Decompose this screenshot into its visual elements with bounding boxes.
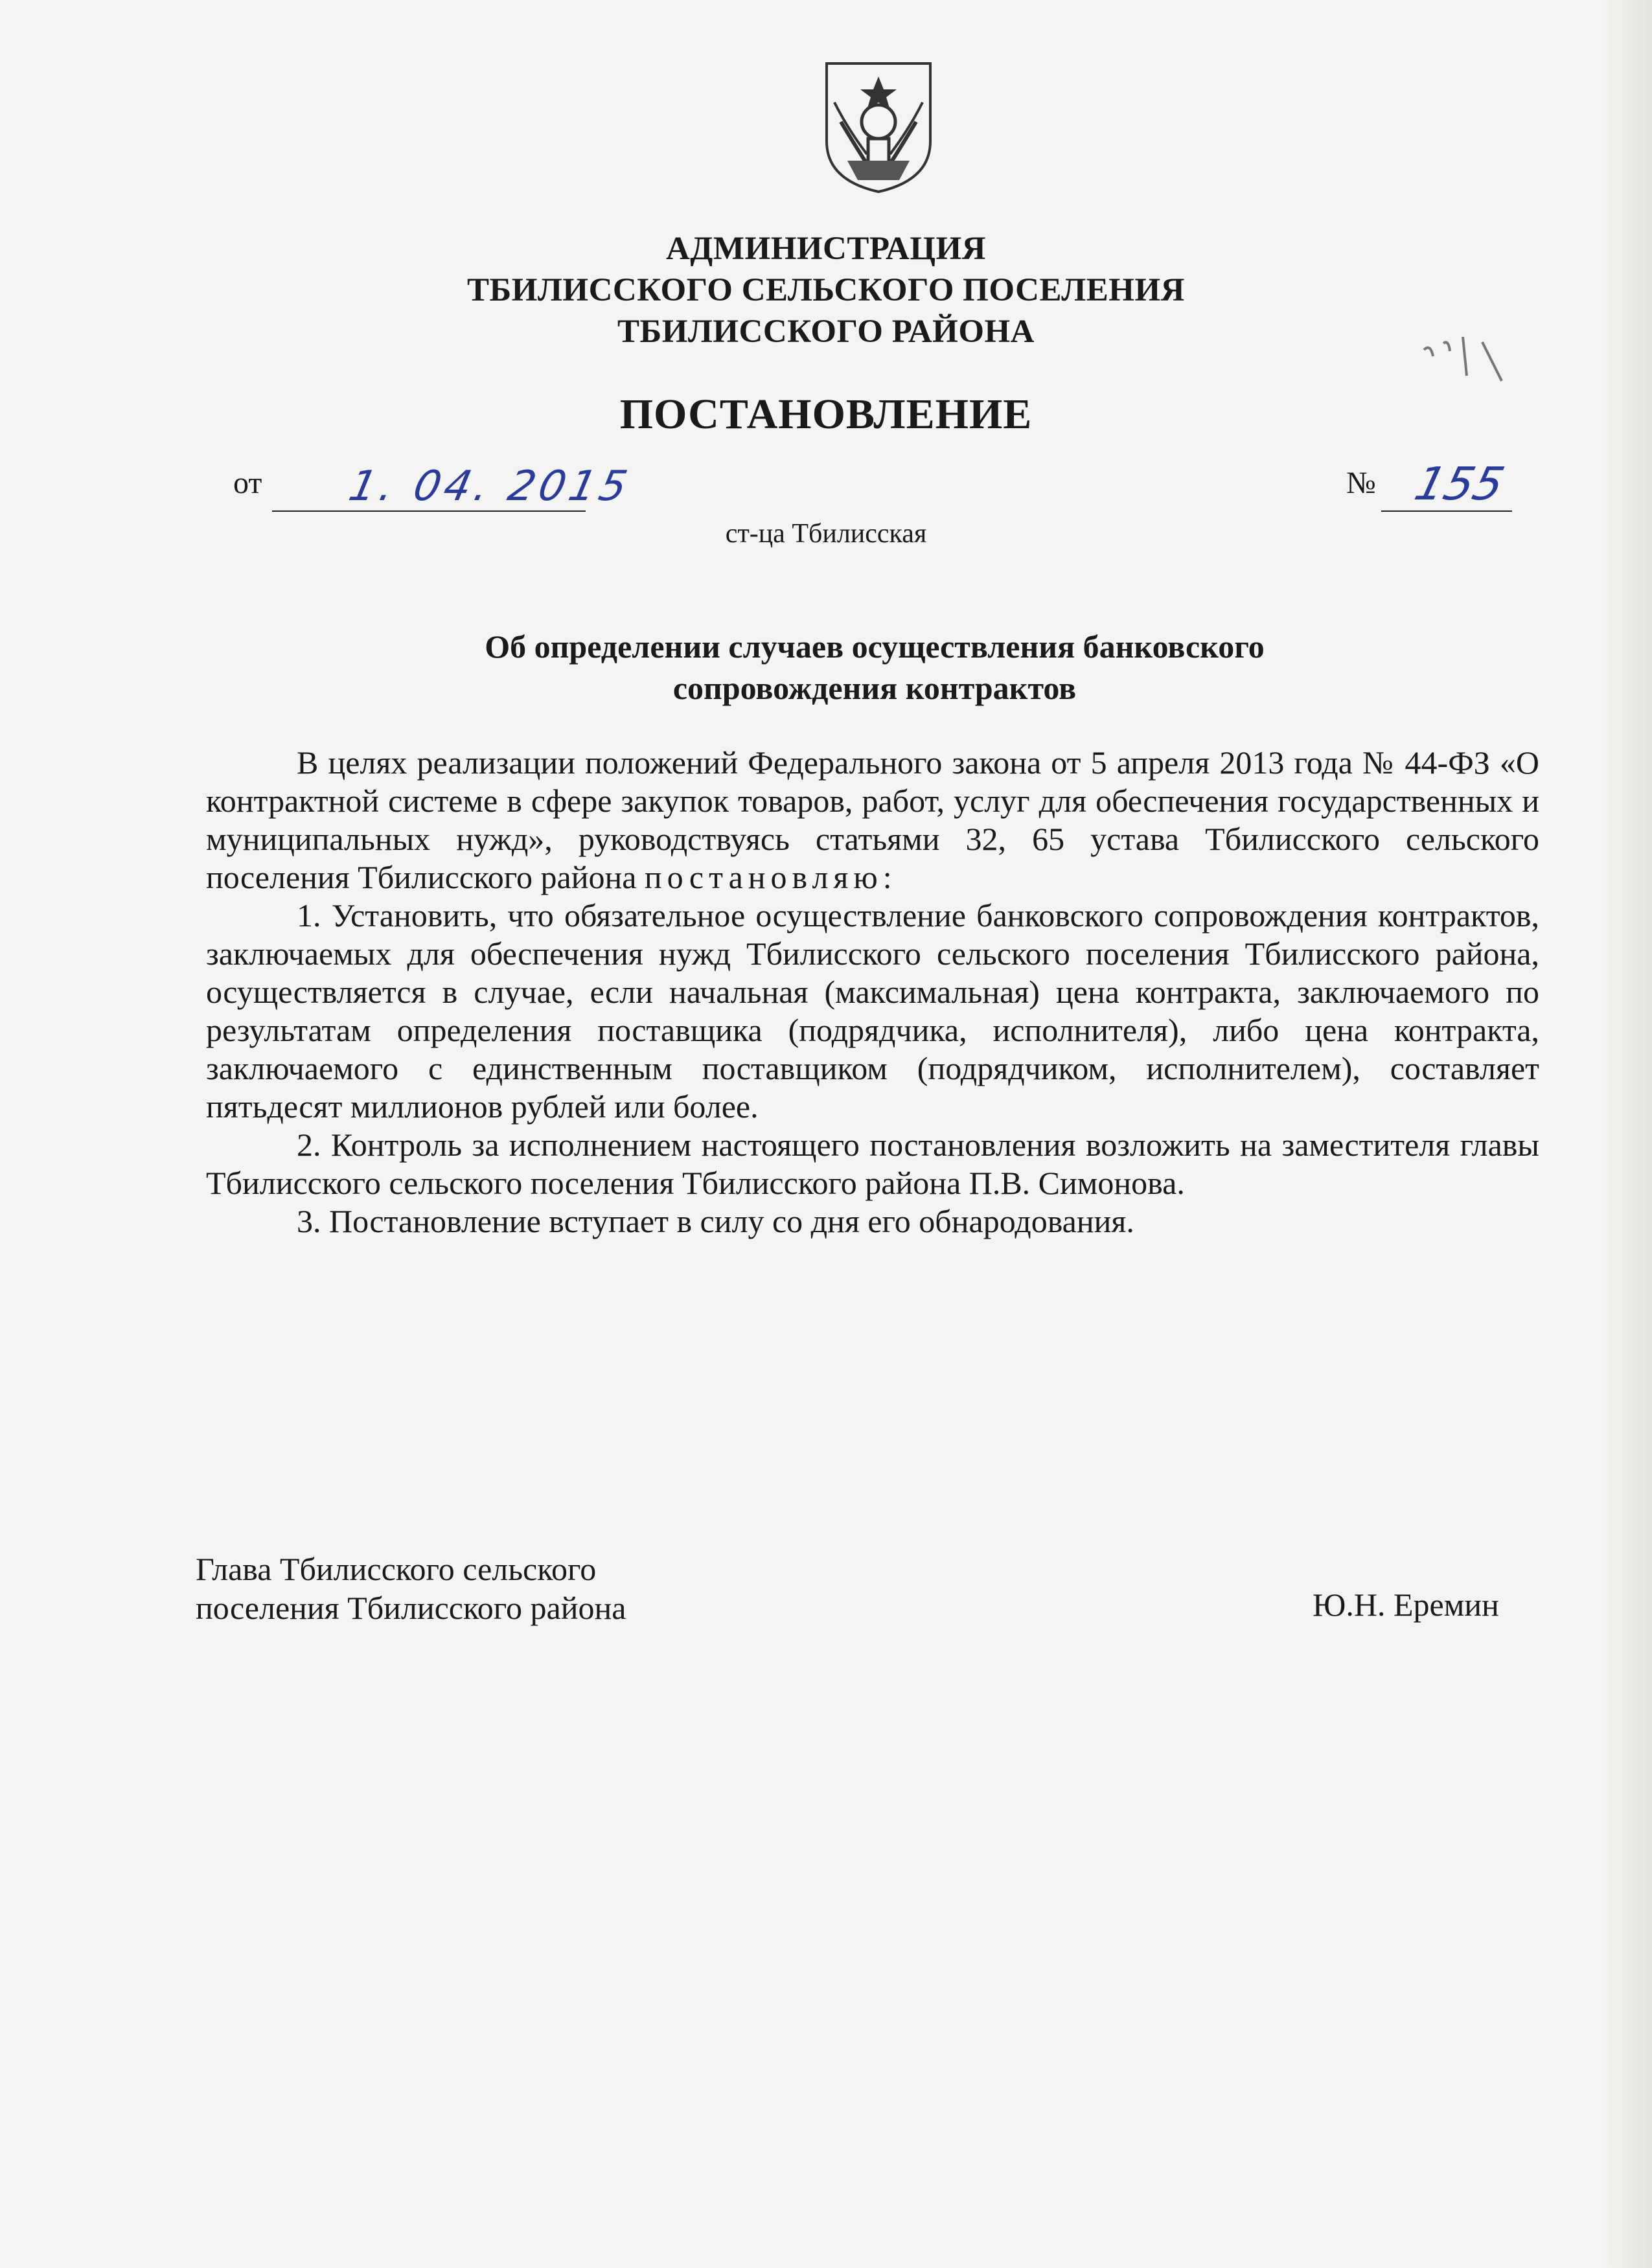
point-3: 3. Постановление вступает в силу со дня его обнародования. [297, 1203, 1134, 1239]
coat-of-arms-emblem [821, 57, 935, 194]
point-2: 2. Контроль за исполнением настоящего постановления возложить на заместителя главы Тбилисского сельского поселения Тбилисского района П.В. Симонова. [206, 1127, 1539, 1201]
document-title [0, 626, 1652, 709]
number-handwritten: 155 [1409, 457, 1509, 510]
decree-word: постановляю: [644, 859, 897, 895]
document-type: ПОСТАНОВЛЕНИЕ [619, 391, 1033, 438]
signatory-position [196, 1550, 626, 1627]
title-line-2: сопровождения контрактов [672, 670, 1077, 706]
preamble-paragraph [206, 744, 1539, 897]
point-1: 1. Установить, что обязательное осуществление банковского сопровождения контрактов, заключаемых для обеспечения нужд Тбилисского сельского поселения Тбилисского района, осуществляется в случае, если начальная (максимальная) цена контракта, заключаемого по результатам определения поставщика (подрядчика, исполнителя), либо цена контракта, заключаемого с единственным поставщиком (подрядчиком, исполнителем), составляет пятьдесят миллионов рублей или более. [206, 897, 1539, 1125]
header-line-1: АДМИНИСТРАЦИЯ [665, 231, 987, 267]
preamble-text: В целях реализации положений Федерального закона от 5 апреля 2013 года № 44-ФЗ «О контрактной системе в сфере закупок товаров, работ, услуг для обеспечения государственных и муниципальных нужд», руководствуясь статьями 32, 65 устава Тбилисского сельского поселения Тбилисского района [206, 744, 1539, 895]
signatory-name: Ю.Н. Еремин [1313, 1586, 1499, 1623]
header-line-3: ТБИЛИССКОГО РАЙОНА [617, 314, 1035, 350]
header-line-2: ТБИЛИССКОГО СЕЛЬСКОГО ПОСЕЛЕНИЯ [467, 272, 1185, 308]
place-of-issue: ст-ца Тбилисская [725, 519, 927, 549]
date-handwritten: 1. 04. 2015 [345, 463, 636, 510]
date-underline [272, 510, 586, 512]
authority-header [0, 228, 1652, 352]
document-body [206, 744, 1539, 1241]
position-line-2: поселения Тбилисского района [196, 1590, 626, 1626]
title-line-1: Об определении случаев осуществления банковского [485, 628, 1265, 665]
number-underline [1381, 510, 1512, 512]
position-line-1: Глава Тбилисского сельского [196, 1551, 597, 1587]
date-label: от [233, 466, 262, 500]
number-label: № [1346, 466, 1376, 500]
